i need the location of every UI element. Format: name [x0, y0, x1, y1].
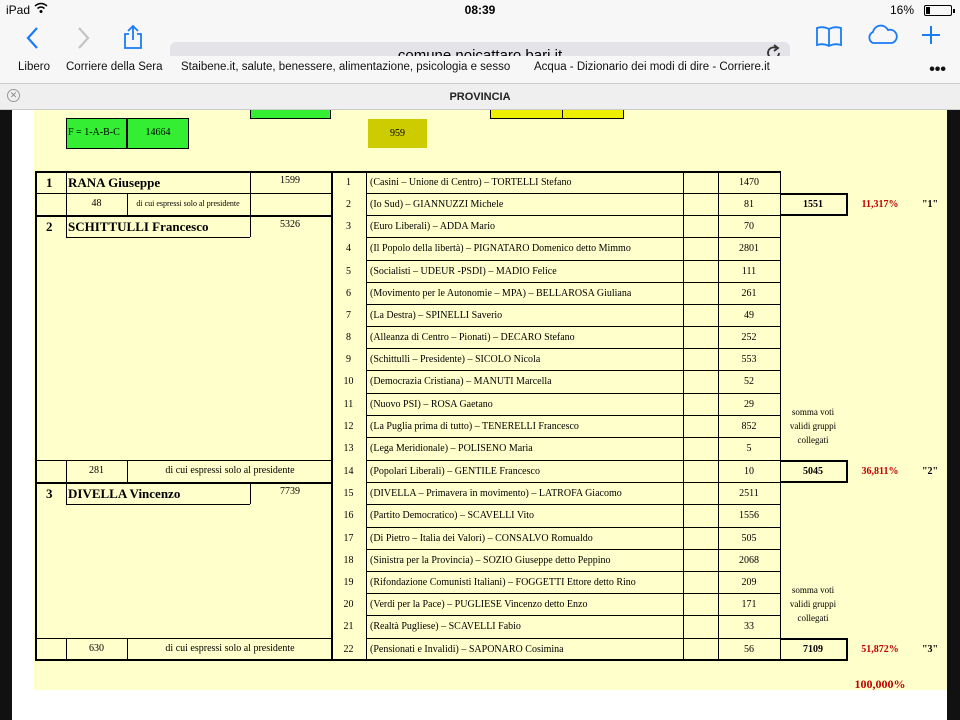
list-votes: 261 [741, 288, 757, 299]
rule [66, 482, 67, 504]
rule [250, 193, 251, 215]
list-number: 11 [343, 399, 354, 410]
pres-only-votes: 630 [89, 643, 104, 654]
clock: 08:39 [464, 3, 496, 17]
list-name: (Rifondazione Comunisti Italiani) – FOGGETTI Ettore detto Rino [370, 577, 636, 588]
list-votes: 2511 [739, 488, 759, 499]
list-name: (Verdi per la Pace) – PUGLIESE Vincenzo detto Enzo [370, 599, 588, 610]
list-name: (Popolari Liberali) – GENTILE Francesco [370, 466, 540, 477]
candidate-votes: 1599 [280, 175, 300, 186]
list-votes: 852 [741, 421, 757, 432]
candidate-name: DIVELLA Vincenzo [68, 486, 181, 501]
more-icon[interactable]: ••• [929, 61, 946, 78]
group-box-right [846, 193, 848, 216]
list-votes: 1556 [739, 510, 759, 521]
list-votes: 1470 [739, 177, 759, 188]
pres-only-label: di cui espressi solo al presidente [165, 643, 295, 654]
group-note: validi gruppi [789, 599, 837, 609]
bookmarks-icon[interactable] [814, 24, 844, 52]
list-number: 2 [346, 199, 351, 210]
list-name: (La Destra) – SPINELLI Saverio [370, 310, 503, 321]
list-number: 8 [346, 332, 351, 343]
list-name: (Il Popolo della libertà) – PIGNATARO Domenico detto Mimmo [370, 243, 631, 254]
list-name: (Alleanza di Centro – Pionati) – DECARO Stefano [370, 332, 575, 343]
group-box-bottom [780, 659, 846, 661]
green-cell [250, 110, 331, 119]
list-number: 15 [343, 488, 354, 499]
list-votes: 29 [744, 399, 754, 410]
list-votes: 52 [744, 376, 754, 387]
list-name: (Di Pietro – Italia dei Valori) – CONSALVO Romualdo [370, 533, 593, 544]
list-number: 5 [346, 266, 351, 277]
group-total: 7109 [803, 644, 823, 655]
list-votes: 5 [746, 443, 752, 454]
list-name: (Democrazia Cristiana) – MANUTI Marcella [370, 376, 552, 387]
list-name: (Partito Democratico) – SCAVELLI Vito [370, 510, 535, 521]
list-name: (Socialisti – UDEUR -PSDI) – MADIO Felice [370, 266, 557, 277]
list-number: 13 [343, 443, 354, 454]
document-page [12, 110, 947, 720]
candidate-name: SCHITTULLI Francesco [68, 219, 209, 234]
group-percent: 51,872% [861, 644, 899, 655]
list-votes: 209 [741, 577, 757, 588]
group-box-top [780, 638, 846, 640]
list-votes: 505 [741, 533, 757, 544]
list-name: (DIVELLA – Primavera in movimento) – LATROFA Giacomo [370, 488, 622, 499]
list-name: (Realtà Pugliese) – SCAVELLI Fabio [370, 621, 521, 632]
rule [683, 171, 684, 660]
share-icon[interactable] [118, 24, 148, 52]
group-box-right [846, 638, 848, 661]
list-number: 19 [343, 577, 354, 588]
tab-bar [0, 83, 960, 110]
list-votes: 111 [741, 266, 757, 277]
list-name: (La Puglia prima di tutto) – TENERELLI Francesco [370, 421, 579, 432]
list-number: 9 [346, 354, 351, 365]
pres-only-label: di cui espressi solo al presidente [136, 199, 240, 208]
rule [66, 215, 67, 237]
list-name: (Io Sud) – GIANNUZZI Michele [370, 199, 504, 210]
pres-only-label: di cui espressi solo al presidente [165, 465, 295, 476]
list-votes: 33 [744, 621, 754, 632]
group-total: 5045 [803, 466, 823, 477]
page-left-edge [0, 110, 12, 720]
device-label: iPad [6, 3, 31, 17]
rule [66, 237, 250, 238]
list-name: (Sinistra per la Provincia) – SOZIO Giuseppe detto Peppino [370, 555, 611, 566]
group-percent: 36,811% [861, 466, 899, 477]
list-number: 18 [343, 555, 354, 566]
list-row-rule [366, 660, 780, 661]
candidate-number: 3 [46, 486, 53, 501]
bookmark-acqua[interactable]: Acqua - Dizionario dei modi di dire - Corriere.it [534, 61, 770, 73]
list-votes: 2801 [739, 243, 759, 254]
grand-total: 100,000% [854, 677, 906, 691]
rule [562, 110, 563, 119]
list-number: 6 [346, 288, 351, 299]
rule [35, 193, 331, 194]
group-box-top [780, 460, 846, 462]
list-votes: 252 [741, 332, 757, 343]
close-tab-icon[interactable]: ✕ [7, 89, 20, 102]
back-icon[interactable] [18, 24, 48, 52]
new-tab-icon[interactable] [916, 24, 946, 52]
group-note: somma voti [791, 585, 835, 595]
status-bar [0, 0, 960, 20]
list-votes: 171 [741, 599, 757, 610]
list-name: (Lega Meridionale) – POLISENO Maria [370, 443, 533, 454]
bookmark-corriere[interactable]: Corriere della Sera [66, 61, 163, 73]
list-number: 10 [343, 376, 354, 387]
list-number: 16 [343, 510, 354, 521]
group-label: "2" [921, 466, 939, 477]
list-name: (Movimento per le Autonomie – MPA) – BELLAROSA Giuliana [370, 288, 632, 299]
list-votes: 49 [744, 310, 754, 321]
group-box-top [780, 193, 846, 195]
yellow-total-value: 959 [390, 128, 405, 139]
cloud-icon[interactable] [862, 24, 902, 52]
group-box-bottom [780, 214, 846, 216]
group-label: "1" [921, 199, 939, 210]
list-number: 12 [343, 421, 354, 432]
list-number: 7 [346, 310, 351, 321]
list-number: 22 [343, 644, 354, 655]
list-number: 3 [346, 221, 351, 232]
group-total: 1551 [803, 199, 823, 210]
group-note: collegati [797, 613, 829, 623]
tab-title[interactable]: PROVINCIA [449, 91, 511, 103]
rule [66, 504, 250, 505]
formula-value: 14664 [145, 127, 171, 138]
yellow-cell-top [490, 110, 624, 119]
rule [366, 171, 367, 660]
candidate-name: RANA Giuseppe [68, 175, 161, 190]
battery-icon [924, 5, 952, 16]
battery-percent: 16% [889, 3, 914, 17]
list-number: 4 [346, 243, 351, 254]
group-percent: 11,317% [861, 199, 899, 210]
list-name: (Nuovo PSI) – ROSA Gaetano [370, 399, 493, 410]
list-votes: 81 [744, 199, 754, 210]
list-votes: 553 [741, 354, 757, 365]
browser-toolbar [0, 20, 960, 56]
list-number: 21 [343, 621, 354, 632]
bookmark-staibene[interactable]: Staibene.it, salute, benessere, alimentazione, psicologia e sesso [181, 61, 511, 73]
formula-label: F = 1-A-B-C [68, 127, 120, 138]
list-name: (Casini – Unione di Centro) – TORTELLI Stefano [370, 177, 572, 188]
list-number: 17 [343, 533, 354, 544]
list-votes: 70 [744, 221, 754, 232]
page-right-edge [947, 110, 960, 720]
pres-only-votes: 281 [89, 465, 104, 476]
bookmarks-bar [0, 56, 960, 83]
list-votes: 2068 [739, 555, 759, 566]
list-number: 20 [343, 599, 354, 610]
list-name: (Euro Liberali) – ADDA Mario [370, 221, 495, 232]
group-note: collegati [797, 435, 829, 445]
candidate-number: 1 [46, 175, 53, 190]
group-note: validi gruppi [789, 421, 837, 431]
forward-icon[interactable] [68, 24, 98, 52]
pres-only-votes: 48 [91, 198, 102, 209]
group-box-bottom [780, 481, 846, 483]
list-number: 14 [343, 466, 354, 477]
list-number: 1 [346, 177, 351, 188]
rule [35, 638, 331, 639]
list-name: (Pensionati e Invalidi) – SAPONARO Cosimina [370, 644, 564, 655]
candidate-separator [35, 215, 331, 217]
list-votes: 10 [744, 466, 754, 477]
list-name: (Schittulli – Presidente) – SICOLO Nicola [370, 354, 541, 365]
group-label: "3" [921, 644, 939, 655]
candidate-votes: 5326 [280, 219, 300, 230]
rule [66, 171, 67, 193]
group-box-right [846, 460, 848, 483]
list-votes: 56 [744, 644, 754, 655]
group-note: somma voti [791, 407, 835, 417]
candidate-votes: 7739 [280, 486, 300, 497]
candidate-number: 2 [46, 219, 53, 234]
table-left-border [35, 171, 37, 660]
candidate-separator [35, 482, 331, 484]
bookmark-libero[interactable]: Libero [18, 61, 50, 73]
rule [35, 460, 331, 461]
